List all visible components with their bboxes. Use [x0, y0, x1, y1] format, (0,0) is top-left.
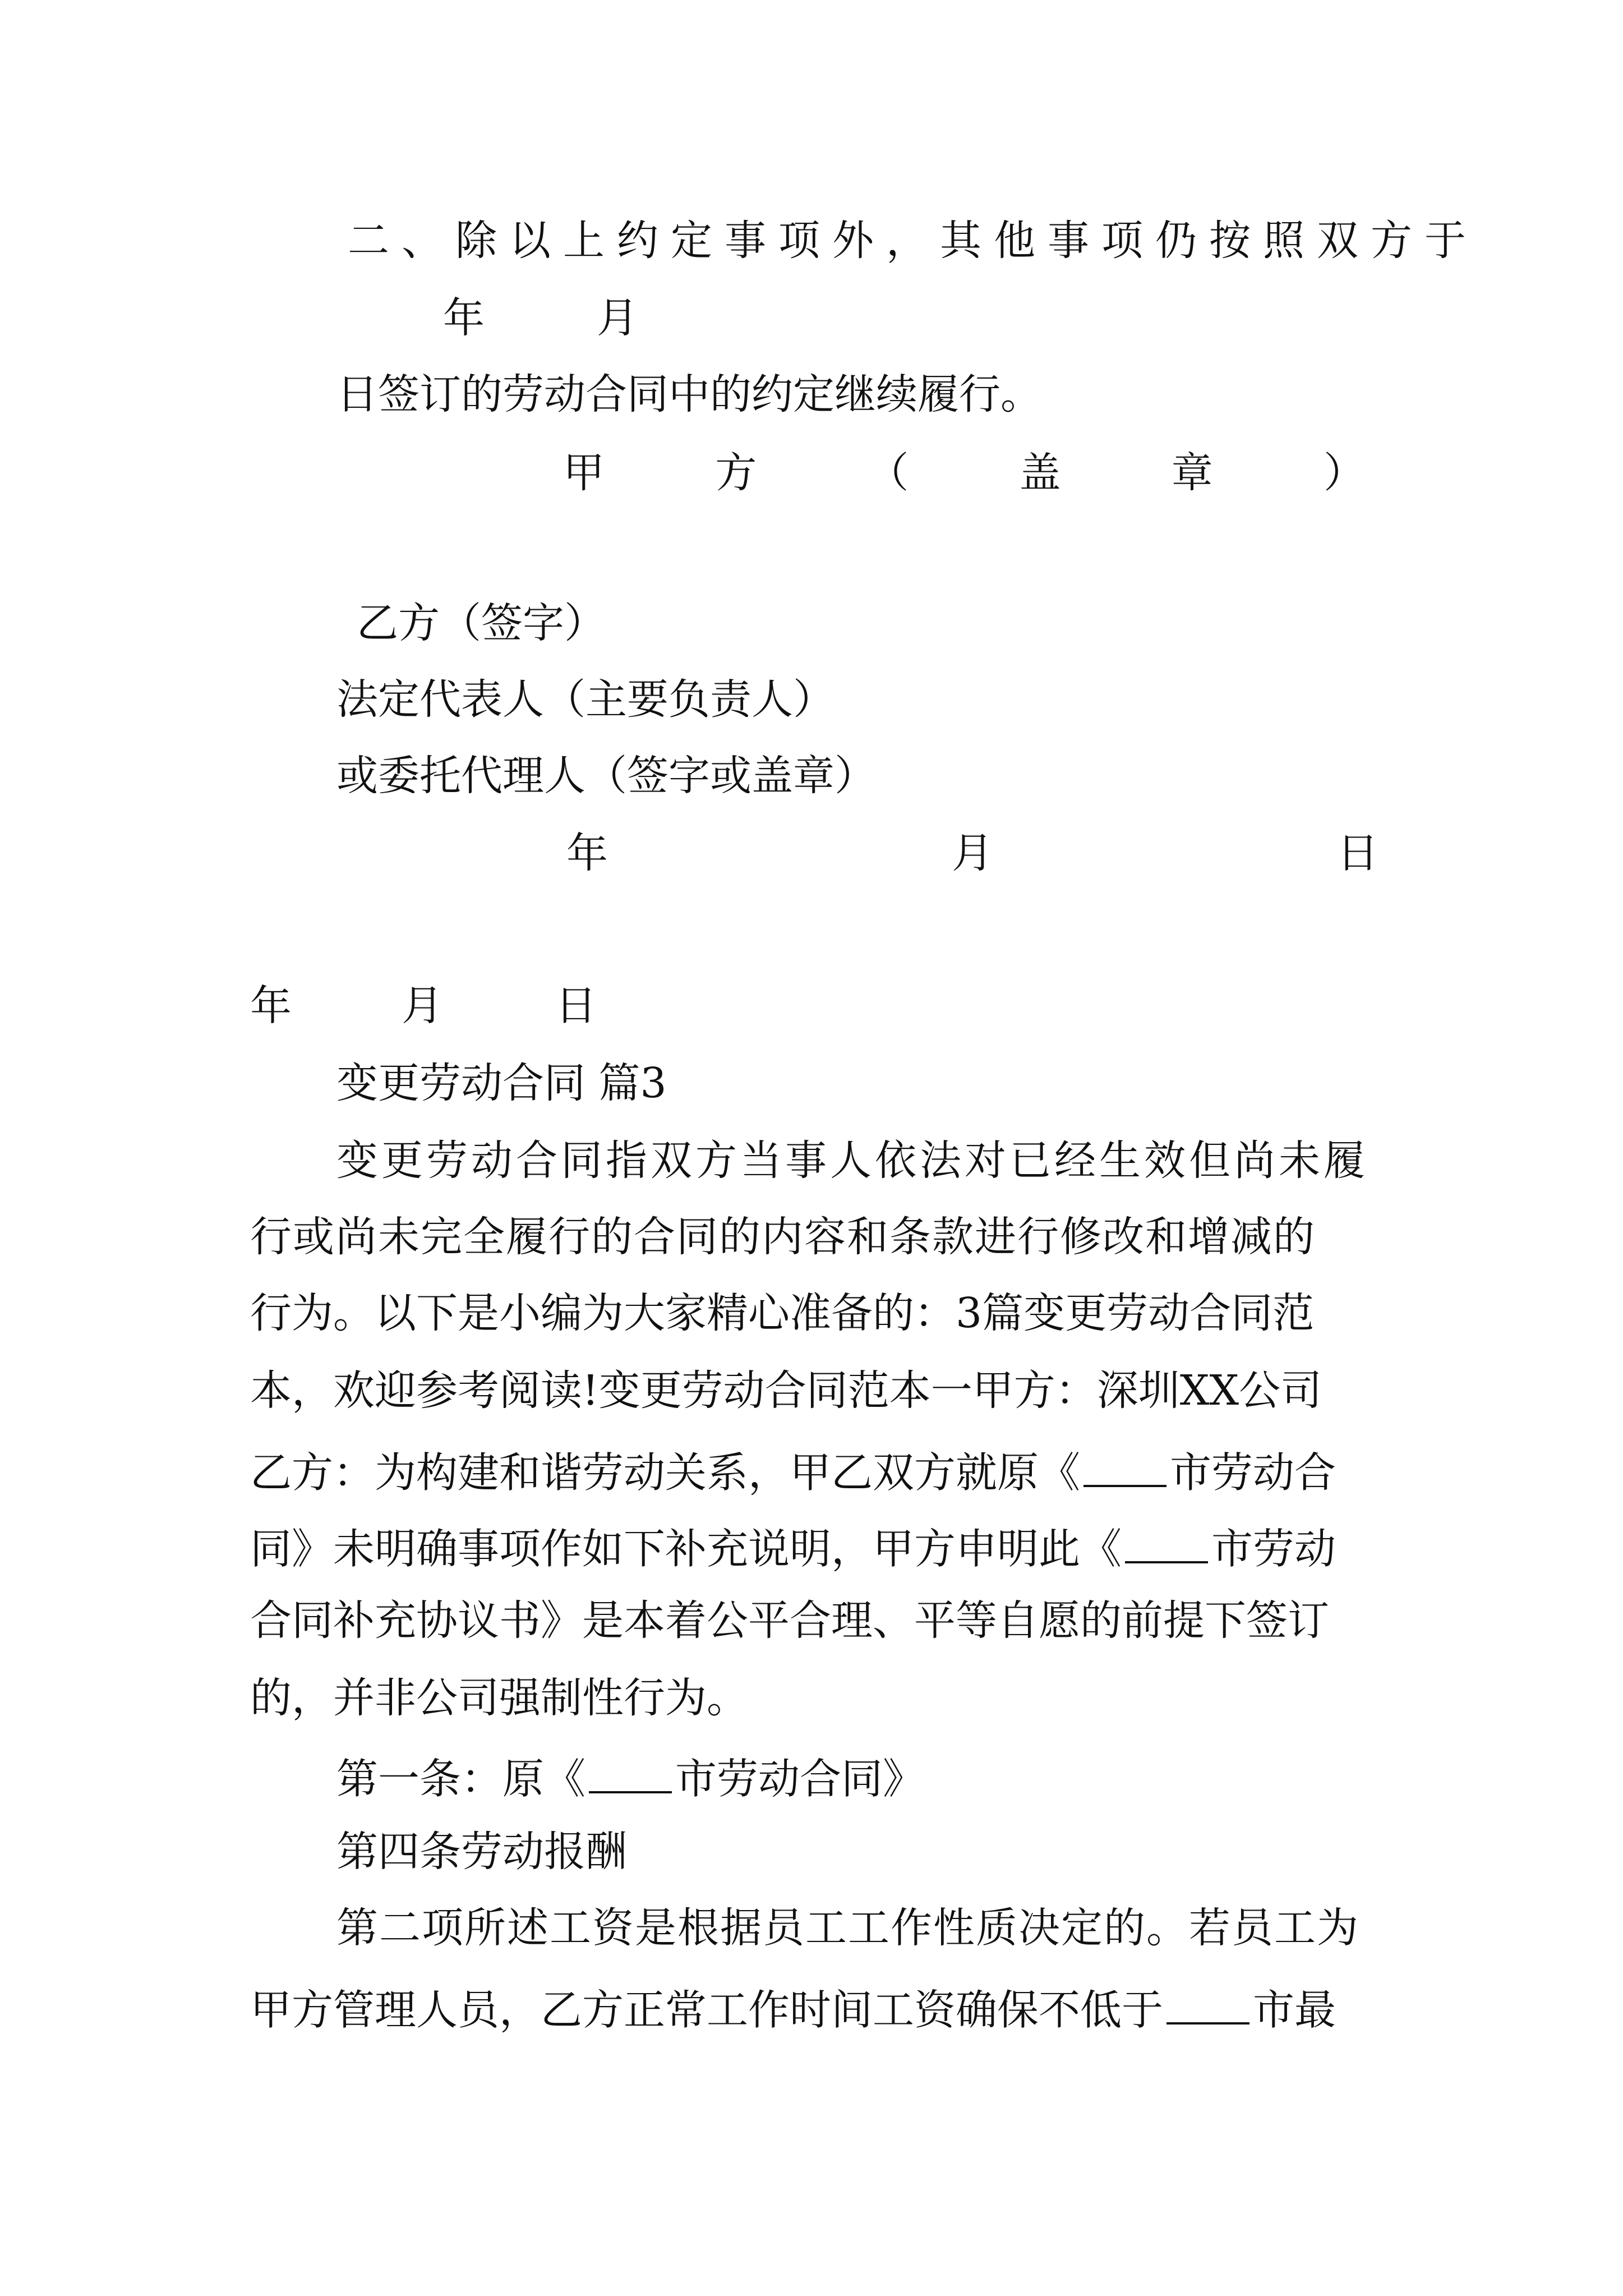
- blank-field: [1166, 1985, 1249, 2024]
- seal-char-5: 章: [1171, 449, 1213, 497]
- article-1: [336, 1754, 924, 1803]
- para1-text-7: 合同补充协议书》是本着公平合理、平等自愿的前提下签订: [250, 1596, 1329, 1645]
- party-b-signature: 乙方（签字）: [357, 599, 606, 647]
- para1-line-3: [250, 1289, 1378, 1337]
- article-4: 第四条劳动报酬: [336, 1828, 627, 1876]
- para1-line-8: 的，并非公司强制性行为。: [250, 1674, 748, 1722]
- para2-text-2b: 市最: [1253, 1986, 1336, 2035]
- date-line-spread: [566, 829, 1378, 877]
- seal-char-4: 盖: [1019, 449, 1061, 497]
- para1-line-2: [250, 1213, 1378, 1261]
- para1-text-2: 行或尚未完全履行的合同的内容和条款进行修改和增减的: [250, 1213, 1316, 1261]
- seal-char-1: 甲: [563, 449, 605, 497]
- date-left-month: 月: [402, 982, 443, 1030]
- seal-char-2: 方: [715, 449, 757, 497]
- para1-line-1: [336, 1137, 1378, 1185]
- blank-field: [1125, 1524, 1208, 1563]
- party-a-seal-line: [563, 449, 1365, 497]
- para1-text-6a: 同》未明确事项作如下补充说明，甲方申明此《: [250, 1525, 1122, 1573]
- blank-field: [1083, 1447, 1166, 1487]
- para1-text-4: 本，欢迎参考阅读!变更劳动合同范本一甲方：深圳XX公司: [250, 1366, 1322, 1415]
- para1-text-3: 行为。以下是小编为大家精心准备的：3篇变更劳动合同范: [250, 1289, 1315, 1337]
- para2-text-1: 第二项所述工资是根据员工工作性质决定的。若员工为: [336, 1904, 1359, 1952]
- section-2-line-1: [348, 217, 1478, 265]
- date-left-day: 日: [555, 982, 597, 1030]
- para1-text-1: 变更劳动合同指双方当事人依法对已经生效但尚未履: [336, 1137, 1368, 1185]
- article-1-prefix: 第一条：原《: [336, 1755, 585, 1803]
- para2-line-1: [336, 1904, 1378, 1952]
- legal-representative: 法定代表人（主要负责人）: [336, 675, 834, 724]
- date-day: 日: [1337, 829, 1378, 877]
- date-year: 年: [566, 829, 608, 877]
- para1-line-6: [250, 1524, 1336, 1573]
- para1-text-5b: 市劳动合: [1170, 1448, 1336, 1497]
- section-2-month: 月: [597, 294, 638, 342]
- section-2-text: 二、除以上约定事项外，其他事项仍按照双方于: [348, 217, 1478, 265]
- seal-char-3: （: [867, 449, 909, 497]
- para1-line-4: [250, 1366, 1378, 1415]
- article-1-suffix: 市劳动合同》: [675, 1755, 924, 1803]
- seal-char-6: ）: [1323, 449, 1365, 497]
- date-left-year: 年: [250, 982, 292, 1030]
- para2-line-2: [250, 1985, 1336, 2035]
- para1-text-6b: 市劳动: [1211, 1525, 1336, 1573]
- para1-line-7: [250, 1596, 1378, 1645]
- date-month: 月: [952, 829, 993, 877]
- section-heading: 变更劳动合同 篇3: [336, 1059, 667, 1107]
- para1-line-5: [250, 1447, 1336, 1497]
- para2-text-2a: 甲方管理人员，乙方正常工作时间工资确保不低于: [250, 1986, 1163, 2035]
- blank-field: [589, 1754, 672, 1793]
- section-2-year: 年: [443, 294, 485, 342]
- section-2-line-3: 日签订的劳动合同中的约定继续履行。: [336, 370, 1042, 418]
- para1-text-5a: 乙方：为构建和谐劳动关系，甲乙双方就原《: [250, 1448, 1080, 1497]
- authorized-agent: 或委托代理人（签字或盖章）: [336, 752, 876, 800]
